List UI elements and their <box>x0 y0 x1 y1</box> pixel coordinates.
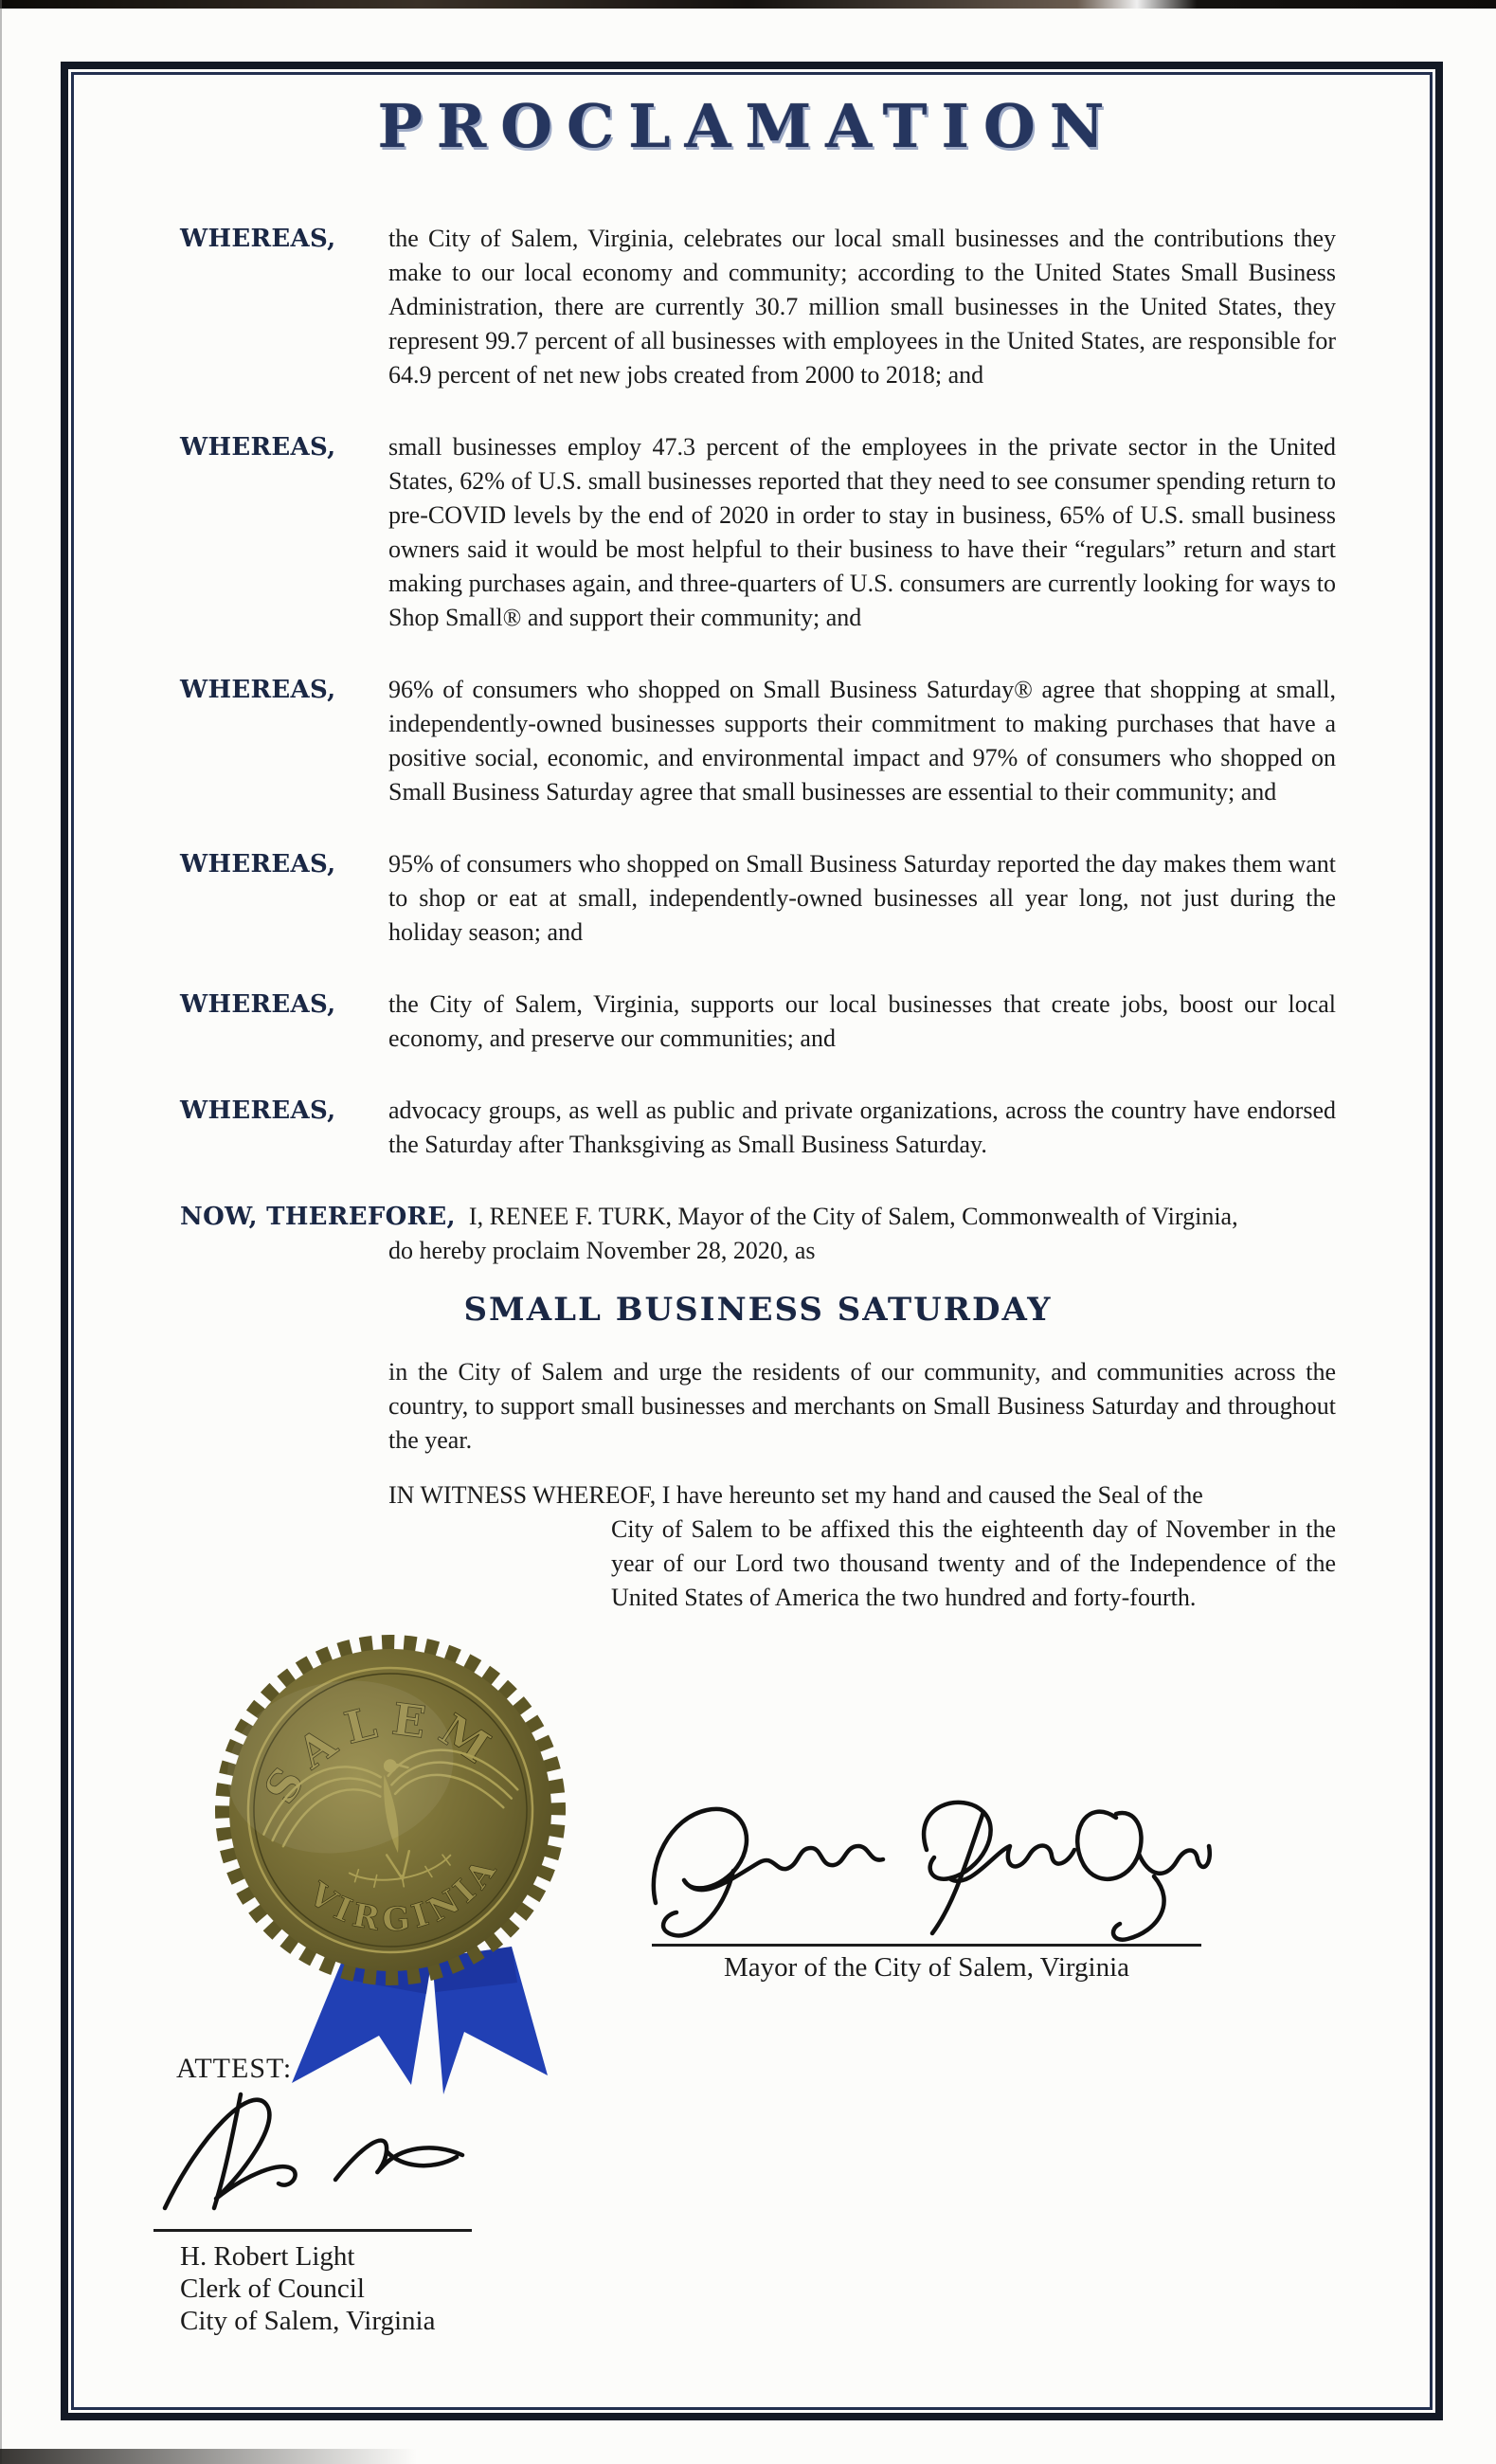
therefore-line1: I, RENEE F. TURK, Mayor of the City of Salem, Commonwealth of Virginia, <box>468 1203 1238 1230</box>
clerk-title: Clerk of Council <box>180 2274 365 2304</box>
clerk-name: H. Robert Light <box>180 2241 355 2272</box>
whereas-text: advocacy groups, as well as public and private organizations, across the country have endorsed the Saturday after Thanksgiving as Small Business Saturday. <box>388 1096 1336 1158</box>
seal-text-top: SALEM <box>254 1693 509 1813</box>
whereas-label: WHEREAS, <box>180 1096 336 1125</box>
whereas-text: the City of Salem, Virginia, supports our local businesses that create jobs, boost our local economy, and preserve our communities; and <box>388 990 1336 1052</box>
whereas-clause <box>180 1094 1336 1162</box>
clerk-org: City of Salem, Virginia <box>180 2306 436 2336</box>
mayor-signature <box>642 1789 1220 1950</box>
witness-clause-rest: City of Salem to be affixed this the eighteenth day of November in the year of our Lord two thousand twenty and of the Independence of the United States of America the two hundred and forty-fourth. <box>611 1515 1336 1611</box>
therefore-clause <box>180 1200 1336 1268</box>
whereas-label: WHEREAS, <box>180 990 336 1019</box>
whereas-clause <box>180 430 1336 635</box>
whereas-label: WHEREAS, <box>180 850 336 879</box>
whereas-label: WHEREAS, <box>180 433 336 462</box>
whereas-clause <box>180 847 1336 950</box>
witness-clause-line1: IN WITNESS WHEREOF, I have hereunto set my hand and caused the Seal of the <box>388 1481 1203 1509</box>
document-body <box>180 222 1336 1615</box>
whereas-text: small businesses employ 47.3 percent of the employees in the private sector in the United States, 62% of U.S. small businesses reported that they need to see consumer spending return to pre-COVID levels by the end of 2020 in order to stay in business, 65% of U.S. small business owners said it would be most helpful to their business to have their “regulars” return and start making purchases again, and three-quarters of U.S. consumers are currently looking for ways to Shop Small® and support their community; and <box>388 433 1336 631</box>
whereas-label: WHEREAS, <box>180 225 336 253</box>
whereas-label: WHEREAS, <box>180 676 336 704</box>
seal-text-bottom: VIRGINIA <box>301 1848 507 1940</box>
document-title: PROCLAMATION <box>377 91 1119 161</box>
mayor-title: Mayor of the City of Salem, Virginia <box>723 1952 1130 1983</box>
scan-edge-bottom <box>0 2449 417 2464</box>
whereas-text: 95% of consumers who shopped on Small Business Saturday reported the day makes them want to shop or eat at small, independently-owned businesses all year long, not just during the holiday season; and <box>388 850 1336 946</box>
whereas-text: 96% of consumers who shopped on Small Business Saturday® agree that shopping at small, independently-owned businesses supports their commitment to making purchases that have a positive social, economic, and environmental impact and 97% of consumers who shopped on Small Business Saturday agree that small businesses are essential to their community; and <box>388 676 1336 806</box>
clerk-block <box>180 2240 435 2337</box>
whereas-clause <box>180 673 1336 809</box>
proclamation-subject-title: SMALL BUSINESS SATURDAY <box>463 1291 1053 1329</box>
closing-paragraph: in the City of Salem and urge the residents of our community, and communities across the country, to support small businesses and merchants on Small Business Saturday and throughout the year. <box>388 1358 1336 1454</box>
therefore-line2: do hereby proclaim November 28, 2020, as <box>388 1237 816 1264</box>
scan-edge-left <box>0 0 2 2464</box>
whereas-text: the City of Salem, Virginia, celebrates our local small businesses and the contributions they make to our local economy and community; according to the United States Small Business Administration, there are currently 30.7 million small businesses in the United States, they represent 99.7 percent of all businesses with employees in the United States, are responsible for 64.9 percent of net new jobs created from 2000 to 2018; and <box>388 225 1336 389</box>
attest-label: ATTEST: <box>176 2053 293 2084</box>
clerk-signature <box>150 2066 500 2232</box>
whereas-clause <box>180 987 1336 1056</box>
whereas-clause <box>180 222 1336 392</box>
scan-edge-top <box>0 0 1496 9</box>
therefore-label: NOW, THEREFORE, <box>180 1203 456 1231</box>
gold-seal <box>207 1626 574 1994</box>
